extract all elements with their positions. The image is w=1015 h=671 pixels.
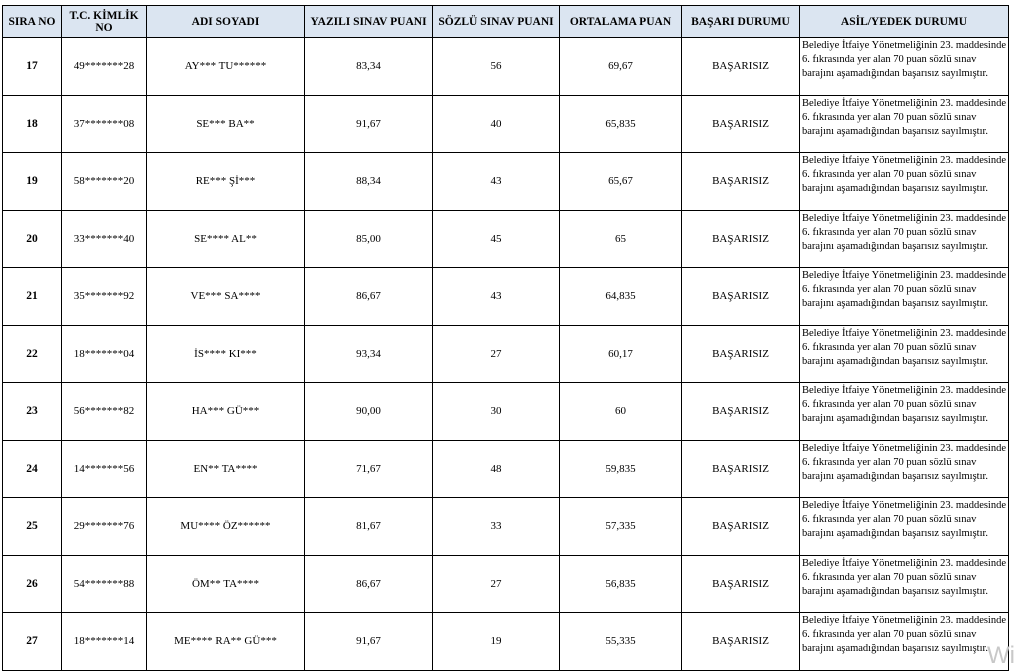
results-table: [2, 5, 1009, 671]
cell-basari-durumu: BAŞARISIZ: [682, 153, 800, 211]
cell-asil-yedek-durumu: Belediye İtfaiye Yönetmeliğinin 23. maddesinde 6. fıkrasında yer alan 70 puan sözlü sınav barajını aşamadığından başarısız sayılmıştır.: [800, 210, 1009, 268]
header-sozlu-sinav-puani: SÖZLÜ SINAV PUANI: [433, 6, 560, 38]
cell-asil-yedek-durumu: Belediye İtfaiye Yönetmeliğinin 23. maddesinde 6. fıkrasında yer alan 70 puan sözlü sınav barajını aşamadığından başarısız sayılmıştır.: [800, 555, 1009, 613]
cell-adi-soyadi: MU**** ÖZ******: [147, 498, 305, 556]
table-row: [3, 153, 1009, 211]
cell-sozlu-puan: 27: [433, 555, 560, 613]
cell-tc-kimlik-no: 37*******08: [62, 95, 147, 153]
cell-tc-kimlik-no: 35*******92: [62, 268, 147, 326]
cell-adi-soyadi: İS**** KI***: [147, 325, 305, 383]
header-row: [3, 6, 1009, 38]
cell-yazili-puan: 86,67: [305, 268, 433, 326]
cell-ortalama-puan: 65,67: [560, 153, 682, 211]
cell-sira-no: 26: [3, 555, 62, 613]
cell-yazili-puan: 88,34: [305, 153, 433, 211]
cell-ortalama-puan: 60: [560, 383, 682, 441]
cell-tc-kimlik-no: 58*******20: [62, 153, 147, 211]
cell-sira-no: 27: [3, 613, 62, 671]
cell-yazili-puan: 81,67: [305, 498, 433, 556]
cell-basari-durumu: BAŞARISIZ: [682, 38, 800, 96]
cell-sira-no: 17: [3, 38, 62, 96]
cell-yazili-puan: 91,67: [305, 95, 433, 153]
cell-tc-kimlik-no: 33*******40: [62, 210, 147, 268]
cell-sira-no: 22: [3, 325, 62, 383]
table-row: [3, 498, 1009, 556]
cell-sira-no: 20: [3, 210, 62, 268]
header-ortalama-puan: ORTALAMA PUAN: [560, 6, 682, 38]
cell-ortalama-puan: 65: [560, 210, 682, 268]
cell-ortalama-puan: 56,835: [560, 555, 682, 613]
cell-yazili-puan: 86,67: [305, 555, 433, 613]
cell-asil-yedek-durumu: Belediye İtfaiye Yönetmeliğinin 23. maddesinde 6. fıkrasında yer alan 70 puan sözlü sınav barajını aşamadığından başarısız sayılmıştır.: [800, 325, 1009, 383]
cell-adi-soyadi: SE**** AL**: [147, 210, 305, 268]
cell-ortalama-puan: 57,335: [560, 498, 682, 556]
cell-asil-yedek-durumu: Belediye İtfaiye Yönetmeliğinin 23. maddesinde 6. fıkrasında yer alan 70 puan sözlü sınav barajını aşamadığından başarısız sayılmıştır.: [800, 153, 1009, 211]
cell-basari-durumu: BAŞARISIZ: [682, 498, 800, 556]
cell-sozlu-puan: 40: [433, 95, 560, 153]
cell-adi-soyadi: HA*** GÜ***: [147, 383, 305, 441]
table-row: [3, 268, 1009, 326]
header-yazili-sinav-puani: YAZILI SINAV PUANI: [305, 6, 433, 38]
cell-sozlu-puan: 19: [433, 613, 560, 671]
cell-sozlu-puan: 43: [433, 153, 560, 211]
cell-yazili-puan: 91,67: [305, 613, 433, 671]
cell-sira-no: 25: [3, 498, 62, 556]
cell-basari-durumu: BAŞARISIZ: [682, 210, 800, 268]
cell-sira-no: 21: [3, 268, 62, 326]
cell-sozlu-puan: 48: [433, 440, 560, 498]
cell-tc-kimlik-no: 18*******14: [62, 613, 147, 671]
cell-asil-yedek-durumu: Belediye İtfaiye Yönetmeliğinin 23. maddesinde 6. fıkrasında yer alan 70 puan sözlü sınav barajını aşamadığından başarısız sayılmıştır.: [800, 38, 1009, 96]
cell-yazili-puan: 71,67: [305, 440, 433, 498]
cell-basari-durumu: BAŞARISIZ: [682, 440, 800, 498]
cell-basari-durumu: BAŞARISIZ: [682, 383, 800, 441]
cell-sozlu-puan: 30: [433, 383, 560, 441]
cell-tc-kimlik-no: 29*******76: [62, 498, 147, 556]
cell-ortalama-puan: 65,835: [560, 95, 682, 153]
cell-asil-yedek-durumu: Belediye İtfaiye Yönetmeliğinin 23. maddesinde 6. fıkrasında yer alan 70 puan sözlü sınav barajını aşamadığından başarısız sayılmıştır.: [800, 498, 1009, 556]
cell-sira-no: 24: [3, 440, 62, 498]
table-row: [3, 210, 1009, 268]
cell-adi-soyadi: RE*** Şİ***: [147, 153, 305, 211]
cell-ortalama-puan: 55,335: [560, 613, 682, 671]
cell-asil-yedek-durumu: Belediye İtfaiye Yönetmeliğinin 23. maddesinde 6. fıkrasında yer alan 70 puan sözlü sınav barajını aşamadığından başarısız sayılmıştır.: [800, 95, 1009, 153]
table-row: [3, 555, 1009, 613]
cell-sozlu-puan: 27: [433, 325, 560, 383]
table-row: [3, 440, 1009, 498]
cell-sozlu-puan: 45: [433, 210, 560, 268]
cell-sira-no: 23: [3, 383, 62, 441]
cell-ortalama-puan: 64,835: [560, 268, 682, 326]
cell-sozlu-puan: 43: [433, 268, 560, 326]
cell-yazili-puan: 85,00: [305, 210, 433, 268]
cell-adi-soyadi: AY*** TU******: [147, 38, 305, 96]
cell-sozlu-puan: 33: [433, 498, 560, 556]
header-basari-durumu: BAŞARI DURUMU: [682, 6, 800, 38]
cell-adi-soyadi: VE*** SA****: [147, 268, 305, 326]
cell-ortalama-puan: 60,17: [560, 325, 682, 383]
cell-basari-durumu: BAŞARISIZ: [682, 268, 800, 326]
cell-asil-yedek-durumu: Belediye İtfaiye Yönetmeliğinin 23. maddesinde 6. fıkrasında yer alan 70 puan sözlü sınav barajını aşamadığından başarısız sayılmıştır.: [800, 440, 1009, 498]
cell-ortalama-puan: 69,67: [560, 38, 682, 96]
watermark: Wi: [987, 642, 1015, 669]
cell-sozlu-puan: 56: [433, 38, 560, 96]
cell-basari-durumu: BAŞARISIZ: [682, 95, 800, 153]
cell-adi-soyadi: ME**** RA** GÜ***: [147, 613, 305, 671]
cell-yazili-puan: 90,00: [305, 383, 433, 441]
cell-asil-yedek-durumu: Belediye İtfaiye Yönetmeliğinin 23. maddesinde 6. fıkrasında yer alan 70 puan sözlü sınav barajını aşamadığından başarısız sayılmıştır.: [800, 268, 1009, 326]
cell-sira-no: 18: [3, 95, 62, 153]
cell-adi-soyadi: EN** TA****: [147, 440, 305, 498]
cell-asil-yedek-durumu: Belediye İtfaiye Yönetmeliğinin 23. maddesinde 6. fıkrasında yer alan 70 puan sözlü sınav barajını aşamadığından başarısız sayılmıştır.: [800, 383, 1009, 441]
header-tc-kimlik-no: T.C. KİMLİK NO: [62, 6, 147, 38]
table-row: [3, 383, 1009, 441]
cell-adi-soyadi: SE*** BA**: [147, 95, 305, 153]
table-row: [3, 613, 1009, 671]
header-asil-yedek-durumu: ASİL/YEDEK DURUMU: [800, 6, 1009, 38]
header-adi-soyadi: ADI SOYADI: [147, 6, 305, 38]
cell-tc-kimlik-no: 54*******88: [62, 555, 147, 613]
cell-tc-kimlik-no: 14*******56: [62, 440, 147, 498]
header-sira-no: SIRA NO: [3, 6, 62, 38]
cell-tc-kimlik-no: 18*******04: [62, 325, 147, 383]
cell-basari-durumu: BAŞARISIZ: [682, 555, 800, 613]
cell-basari-durumu: BAŞARISIZ: [682, 613, 800, 671]
table-row: [3, 38, 1009, 96]
cell-adi-soyadi: ÖM** TA****: [147, 555, 305, 613]
cell-tc-kimlik-no: 49*******28: [62, 38, 147, 96]
table-row: [3, 95, 1009, 153]
cell-ortalama-puan: 59,835: [560, 440, 682, 498]
cell-yazili-puan: 83,34: [305, 38, 433, 96]
cell-asil-yedek-durumu: Belediye İtfaiye Yönetmeliğinin 23. maddesinde 6. fıkrasında yer alan 70 puan sözlü sınav barajını aşamadığından başarısız sayılmıştır.: [800, 613, 1009, 671]
table-row: [3, 325, 1009, 383]
cell-yazili-puan: 93,34: [305, 325, 433, 383]
cell-sira-no: 19: [3, 153, 62, 211]
cell-tc-kimlik-no: 56*******82: [62, 383, 147, 441]
cell-basari-durumu: BAŞARISIZ: [682, 325, 800, 383]
